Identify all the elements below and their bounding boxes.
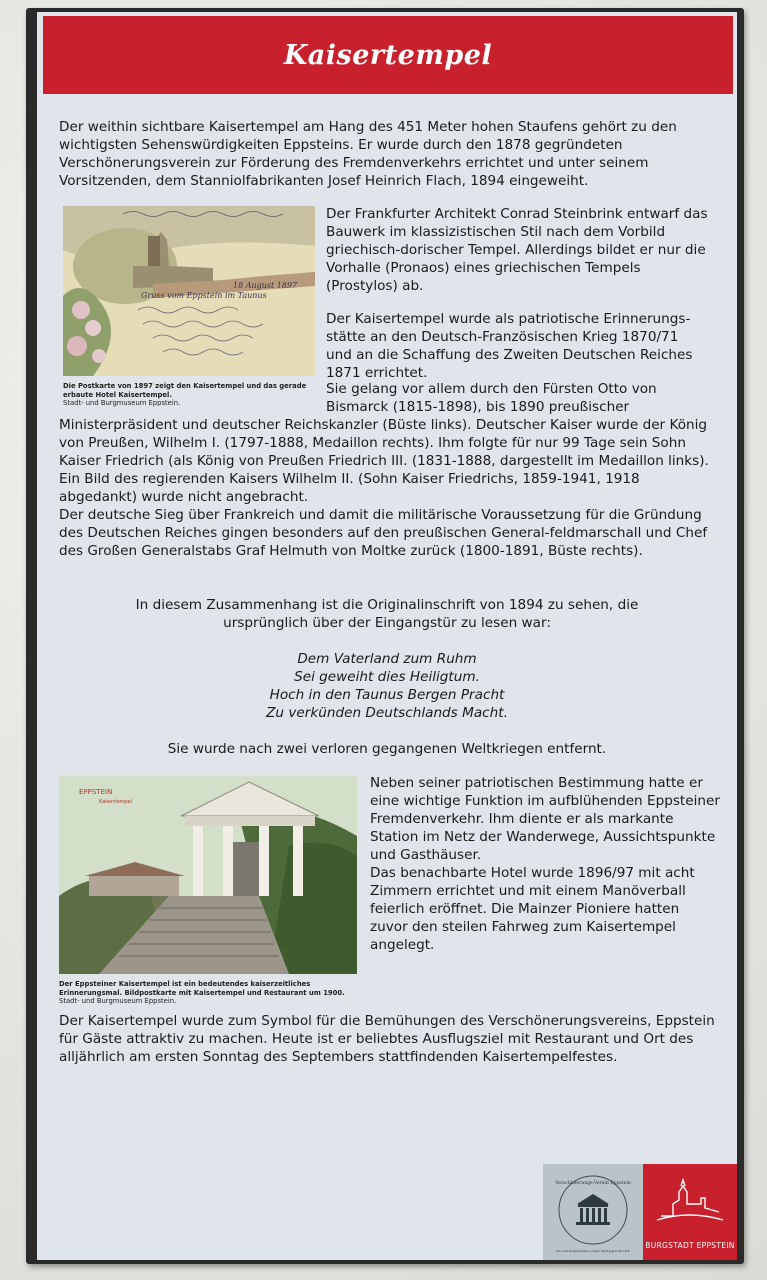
intro-paragraph: Der weithin sichtbare Kaisertempel am Hang des 451 Meter hohen Staufens gehört zu den wichtigsten Sehenswürdigkeiten Eppsteins. Er wurde durch den 1878 gegründeten Verschönerungsverein zur Förderung des Fremdenverkehrs errichtet und unter seinem Vorsitzenden, dem Stanniolfabrikanten Josef Heinrich Flach, 1894 eingeweiht. — [59, 119, 677, 189]
poem-line: Zu verkünden Deutschlands Macht. — [266, 705, 508, 721]
postcard-subject-label: Kaisertempel — [99, 799, 132, 805]
sign-title: Kaisertempel — [283, 39, 493, 71]
poem-line: Dem Vaterland zum Ruhm — [297, 651, 477, 667]
postcard-1897-caption-text: Die Postkarte von 1897 zeigt den Kaisertempel und das gerade erbaute Hotel Kaisertempel. — [63, 382, 307, 399]
title-banner — [43, 16, 733, 94]
info-sign — [37, 12, 737, 1260]
postcard-town-label: EPPSTEIN — [79, 788, 113, 796]
tourism-paragraph: Neben seiner patriotischen Bestimmung hatte er eine wichtige Funktion im aufblühenden Eppsteiner Fremdenverkehr. Ihm diente er als markante Station im Netz der Wanderwege, Aussichtspunkte und Gasthäuser. — [370, 775, 720, 863]
postcard-1897-image — [63, 206, 315, 376]
hotel-paragraph: Das benachbarte Hotel wurde 1896/97 mit acht Zimmern errichtet und mit einem Manöverball feierlich eröffnet. Die Mainzer Pioniere hatten zuvor den steilen Fahrweg zum Kaisertempel angelegt. — [370, 865, 695, 953]
bismarck-paragraph-continued: Ministerpräsident und deutscher Reichskanzler (Büste links). Deutscher Kaiser wurde der König von Preußen, Wilhelm I. (1797-1888, Medaillon rechts). Ihm folgte für nur 99 Tage sein Sohn Kaiser Friedrich (als König von Preußen Friedrich III. (1831-1888, dargestellt im Medaillon links). Ein Bild des regierenden Kaisers Wilhelm II. (Sohn Kaiser Friedrichs, 1859-1941, 1918 abgedankt) wurde nicht angebracht. — [59, 417, 709, 505]
kaisertempel-postcard-drawing — [59, 776, 357, 974]
postcard-1897-greeting: Gruss vom Eppstein im Taunus — [141, 291, 267, 300]
closing-paragraph: Der Kaisertempel wurde zum Symbol für die Bemühungen des Verschönerungsvereins, Eppstein für Gäste attraktiv zu machen. Heute ist er beliebtes Ausflugsziel mit Restaurant und Ort des alljährlich am ersten Sonntag des Septembers stattfindenden Kaisertempelfestes. — [59, 1013, 715, 1065]
inscription-intro: In diesem Zusammenhang ist die Originalinschrift von 1894 zu sehen, die ursprünglich über der Eingangstür zu lesen war: — [135, 597, 639, 631]
postcard-1897-caption — [63, 382, 315, 408]
poem-line: Hoch in den Taunus Bergen Pracht — [269, 687, 505, 703]
inscription-poem — [187, 650, 587, 722]
kaisertempel-postcard-credit: Stadt- und Burgmuseum Eppstein. — [59, 997, 177, 1005]
temple-emblem-icon — [543, 1164, 643, 1260]
postcard-1897-credit: Stadt- und Burgmuseum Eppstein. — [63, 399, 181, 407]
postcard-1897-date: 18 August 1897 — [233, 281, 298, 290]
burgstadt-eppstein-wordmark: BURGSTADT EPPSTEIN — [645, 1241, 735, 1250]
moltke-paragraph: Der deutsche Sieg über Frankreich und damit die militärische Voraussetzung für die Gründung des Deutschen Reiches gingen besonders auf den preußischen General-feldmarschall und Chef des Großen Generalstabs Graf Helmuth von Moltke zurück (1800-1891, Büste rechts). — [59, 507, 708, 559]
memorial-paragraph: Der Kaisertempel wurde als patriotische Erinnerungs-stätte an den Deutsch-Französischen Krieg 1870/71 und an die Schaffung des Zweiten Deutschen Reiches 1871 errichtet. — [326, 311, 693, 381]
burgstadt-eppstein-logo — [643, 1164, 737, 1260]
poem-line: Sei geweiht dies Heiligtum. — [294, 669, 480, 685]
verschoenerungsverein-logo — [543, 1164, 643, 1260]
kaisertempel-postcard-caption — [59, 980, 359, 1006]
kaisertempel-postcard-caption-text: Der Eppsteiner Kaisertempel ist ein bedeutendes kaiserzeitliches Erinnerungsmal. Bildpostkarte mit Kaisertempel und Restaurant um 1900. — [59, 980, 345, 997]
logo-left-title: Verschönerungs-Verein Eppstein — [555, 1181, 631, 1186]
removed-note: Sie wurde nach zwei verloren gegangenen Weltkriegen entfernt. — [167, 741, 607, 757]
architect-paragraph: Der Frankfurter Architekt Conrad Steinbrink entwarf das Bauwerk im klassizistischen Stil nach dem Vorbild griechisch-dorischer Tempel. Allerdings bildet er nur die Vorhalle (Pronaos) eines griechischen Tempels (Prostylos) ab. — [326, 206, 708, 294]
logo-left-subtitle: Der erste Bürgerinitiative unserer Stadt gegründet 1878 — [556, 1250, 630, 1253]
castle-skyline-icon — [643, 1164, 737, 1234]
bismarck-paragraph-start: Sie gelang vor allem durch den Fürsten Otto von Bismarck (1815-1898), bis 1890 preußischer — [326, 381, 657, 415]
postcard-1897-drawing — [63, 206, 315, 376]
kaisertempel-postcard-image — [59, 776, 357, 974]
